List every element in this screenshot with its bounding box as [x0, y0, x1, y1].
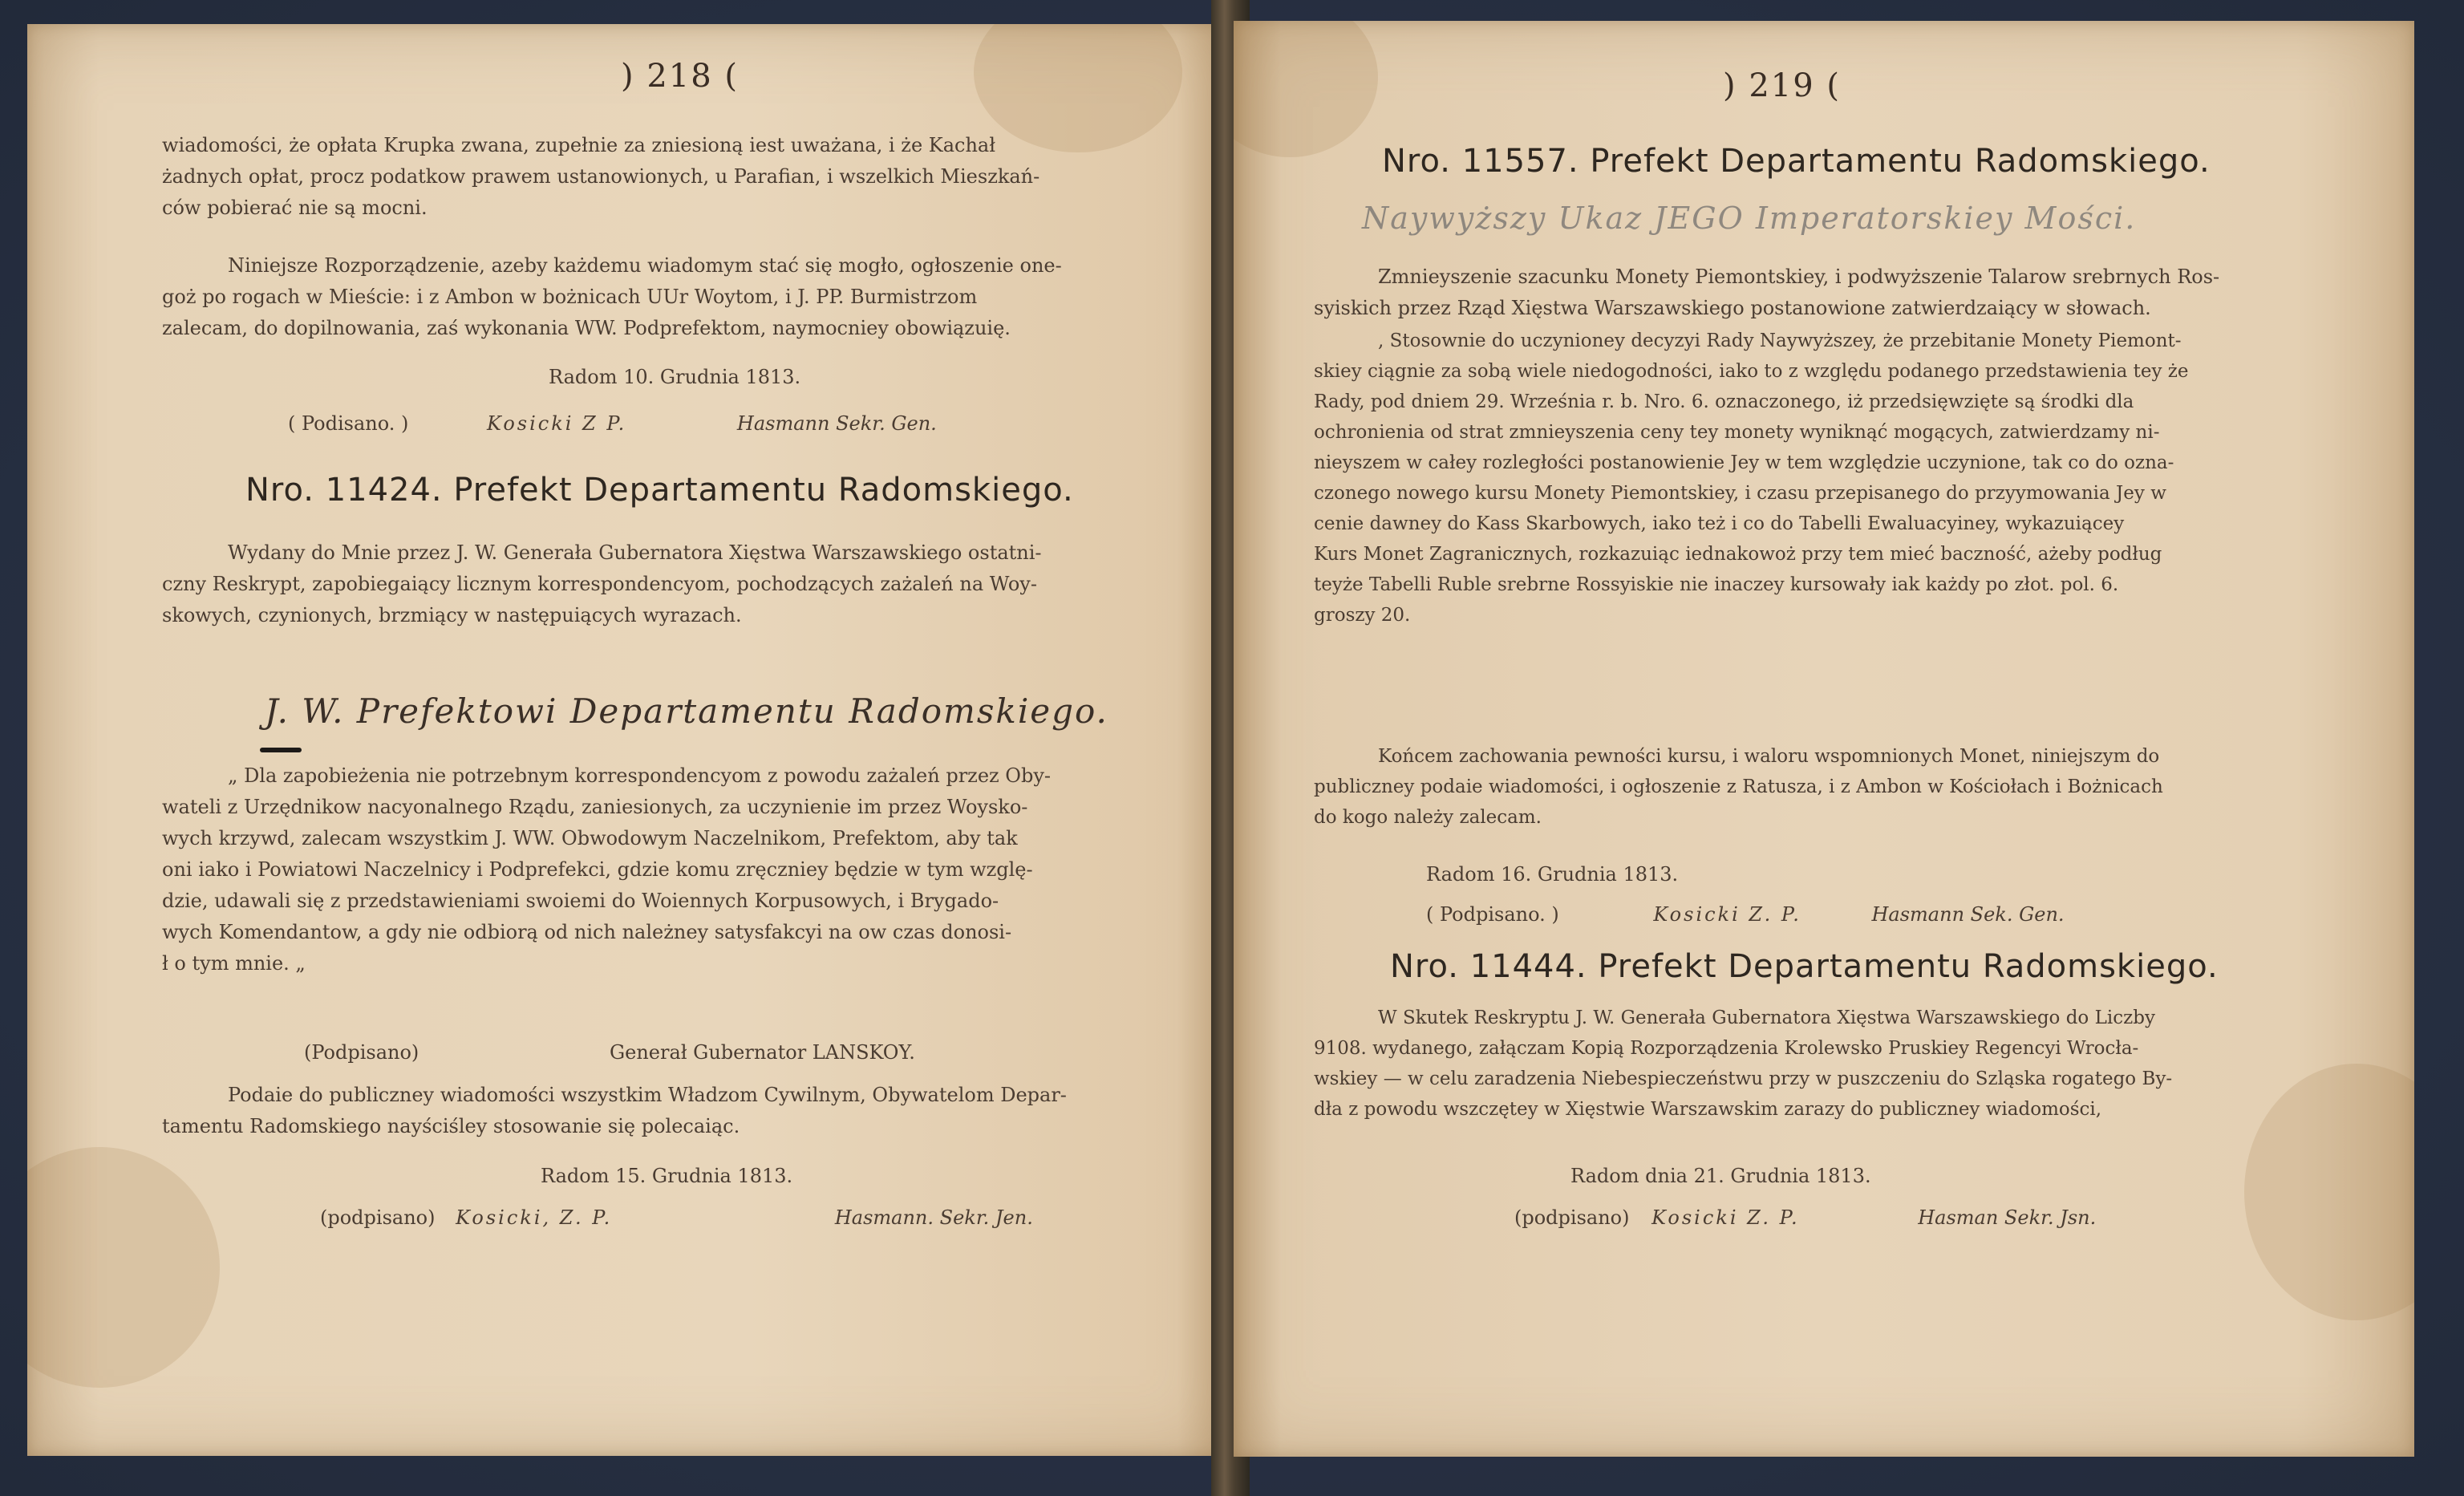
- script-heading: Naywyższy Ukaz JEGO Imperatorskiey Mości.: [1362, 201, 2137, 236]
- paragraph: [1314, 261, 2219, 324]
- signature-line: [1426, 903, 2065, 926]
- paragraph: [1314, 741, 2163, 833]
- signature-label: ( Podisano. ): [288, 412, 409, 435]
- text-line: ców pobierać nie są mocni.: [162, 197, 428, 219]
- text-line: ł o tym mnie. „: [162, 952, 306, 975]
- signature-label: (podpisano): [320, 1206, 436, 1229]
- text-line: Niniejsze Rozporządzenie, azeby każdemu wiadomym stać się mogło, ogłoszenie one-: [228, 254, 1062, 277]
- section-heading: Nro. 11557. Prefekt Departamentu Radomskiego.: [1382, 143, 2211, 180]
- text-line: czonego nowego kursu Monety Piemontskiey, i czasu przepisanego do przyymowania Jey w: [1314, 483, 2166, 504]
- left-page: [27, 24, 1226, 1456]
- paragraph: [162, 537, 1042, 631]
- intro-paragraph: [162, 130, 1040, 224]
- text-line: wiadomości, że opłata Krupka zwana, zupełnie za zniesioną iest uważana, i że Kachał: [162, 134, 995, 156]
- section-heading: Nro. 11424. Prefekt Departamentu Radomskiego.: [245, 472, 1074, 509]
- text-line: cenie dawney do Kass Skarbowych, iako też i co do Tabelli Ewaluacyiney, wykazuiącey: [1314, 513, 2125, 534]
- date-line: Radom 10. Grudnia 1813.: [549, 366, 801, 388]
- signature-secretary: Hasmann Sekr. Gen.: [736, 412, 937, 435]
- signature-label: (Podpisano): [304, 1041, 419, 1064]
- page-number: ) 219 (: [1723, 67, 1841, 104]
- quoted-rescript: [162, 760, 1051, 979]
- text-line: nieyszem w całey rozległości postanowienie Jey w tem względzie uczynione, tak co do ozna-: [1314, 452, 2174, 473]
- text-line: dła z powodu wszczętey w Xięstwie Warszawskim zarazy do publiczney wiadomości,: [1314, 1099, 2102, 1120]
- paper-stain: [2244, 1064, 2414, 1320]
- signature-secretary: Hasmann. Sekr. Jen.: [834, 1206, 1033, 1229]
- signature-line: [304, 1041, 915, 1064]
- signature-name: Kosicki, Z. P.: [456, 1206, 613, 1229]
- date-line: Radom 15. Grudnia 1813.: [541, 1165, 793, 1187]
- text-line: „ Dla zapobieżenia nie potrzebnym korrespondencyom z powodu zażaleń przez Oby-: [228, 764, 1051, 787]
- signature-label: (podpisano): [1514, 1206, 1630, 1229]
- right-page: [1234, 21, 2414, 1457]
- signature-line: [1514, 1206, 2096, 1229]
- signature-label: ( Podpisano. ): [1426, 903, 1559, 926]
- text-line: goż po rogach w Mieście: i z Ambon w bożnicach UUr Woytom, i J. PP. Burmistrzom: [162, 286, 978, 308]
- date-line: Radom dnia 21. Grudnia 1813.: [1570, 1165, 1871, 1187]
- signature-line: [320, 1206, 1033, 1229]
- text-line: Wydany do Mnie przez J. W. Generała Gubernatora Xięstwa Warszawskiego ostatni-: [228, 541, 1042, 564]
- imperial-decree: [1314, 326, 2189, 630]
- text-line: , Stosownie do uczynioney decyzyi Rady Naywyższey, że przebitanie Monety Piemont-: [1378, 330, 2182, 351]
- text-line: Zmnieyszenie szacunku Monety Piemontskiey, i podwyższenie Talarow srebrnych Ros-: [1378, 266, 2220, 288]
- text-line: do kogo należy zalecam.: [1314, 807, 1542, 828]
- section-heading: Nro. 11444. Prefekt Departamentu Radomskiego.: [1390, 948, 2219, 985]
- text-line: Podaie do publiczney wiadomości wszystkim Władzom Cywilnym, Obywatelom Depar-: [228, 1084, 1067, 1106]
- text-line: W Skutek Reskryptu J. W. Generała Gubernatora Xięstwa Warszawskiego do Liczby: [1378, 1007, 2155, 1028]
- text-line: wych Komendantow, a gdy nie odbiorą od nich należney satysfakcyi na ow czas donosi-: [162, 921, 1012, 943]
- text-line: Rady, pod dniem 29. Września r. b. Nro. 6. oznaczonego, iż przedsięwzięte są środki dla: [1314, 391, 2134, 412]
- paragraph: [162, 250, 1062, 344]
- ink-mark: [260, 748, 302, 752]
- signature-name: Kosicki Z P.: [487, 412, 627, 435]
- text-line: wateli z Urzędnikow nacyonalnego Rządu, zaniesionych, za uczynienie im przez Woysko-: [162, 796, 1028, 818]
- text-line: ochronienia od strat zmnieyszenia ceny tey monety wyniknąć mogących, zatwierdzamy ni-: [1314, 422, 2160, 443]
- text-line: skowych, czynionych, brzmiący w następuiących wyrazach.: [162, 604, 742, 626]
- text-line: dzie, udawali się z przedstawieniami swoiemi do Woiennych Korpusowych, i Brygado-: [162, 890, 999, 912]
- text-line: żadnych opłat, procz podatkow prawem ustanowionych, u Parafian, i wszelkich Mieszkań-: [162, 165, 1040, 188]
- signature-name: Kosicki Z. P.: [1653, 903, 1801, 926]
- date-line: Radom 16. Grudnia 1813.: [1426, 863, 1679, 886]
- script-heading: J. W. Prefektowi Departamentu Radomskiego.: [265, 691, 1108, 731]
- text-line: wych krzywd, zalecam wszystkim J. WW. Obwodowym Naczelnikom, Prefektom, aby tak: [162, 827, 1018, 849]
- paper-stain: [27, 1147, 220, 1388]
- page-number: ) 218 (: [621, 58, 739, 95]
- text-line: Kurs Monet Zagranicznych, rozkazuiąc iednakowoż przy tem mieć baczność, ażeby podług: [1314, 544, 2162, 565]
- signature-secretary: Hasmann Sek. Gen.: [1871, 903, 2065, 926]
- signature-secretary: Hasman Sekr. Jsn.: [1918, 1206, 2097, 1229]
- text-line: oni iako i Powiatowi Naczelnicy i Podprefekci, gdzie komu zręczniey będzie w tym wzglę-: [162, 858, 1033, 881]
- signature-name: Generał Gubernator LANSKOY.: [609, 1041, 915, 1064]
- signature-name: Kosicki Z. P.: [1651, 1206, 1800, 1229]
- signature-line: [288, 412, 937, 435]
- text-line: Końcem zachowania pewności kursu, i waloru wspomnionych Monet, niniejszym do: [1378, 746, 2160, 767]
- text-line: groszy 20.: [1314, 605, 1411, 626]
- text-line: 9108. wydanego, załączam Kopią Rozporządzenia Krolewsko Pruskiey Regencyi Wrocła-: [1314, 1038, 2139, 1059]
- text-line: tamentu Radomskiego nayściśley stosowanie się polecaiąc.: [162, 1115, 740, 1137]
- text-line: syiskich przez Rząd Xięstwa Warszawskiego postanowione zatwierdzaiący w słowach.: [1314, 297, 2151, 319]
- paragraph: [162, 1080, 1067, 1142]
- text-line: skiey ciągnie za sobą wiele niedogodności, iako to z względu podanego przedstawienia tey że: [1314, 361, 2189, 382]
- text-line: teyże Tabelli Ruble srebrne Rossyiskie nie inaczey kursowały iak każdy po złot. pol. 6.: [1314, 574, 2119, 595]
- text-line: wskiey — w celu zaradzenia Niebespieczeństwu przy w puszczeniu do Szląska rogatego By-: [1314, 1068, 2173, 1089]
- paragraph: [1314, 1003, 2172, 1125]
- text-line: czny Reskrypt, zapobiegaiący licznym korrespondencyom, pochodzących zażaleń na Woy-: [162, 573, 1037, 595]
- text-line: zalecam, do dopilnowania, zaś wykonania WW. Podprefektom, naymocniey obowiązuię.: [162, 317, 1011, 339]
- text-line: publiczney podaie wiadomości, i ogłoszenie z Ratusza, i z Ambon w Kościołach i Bożnicach: [1314, 776, 2163, 797]
- paper-stain: [1234, 21, 1378, 157]
